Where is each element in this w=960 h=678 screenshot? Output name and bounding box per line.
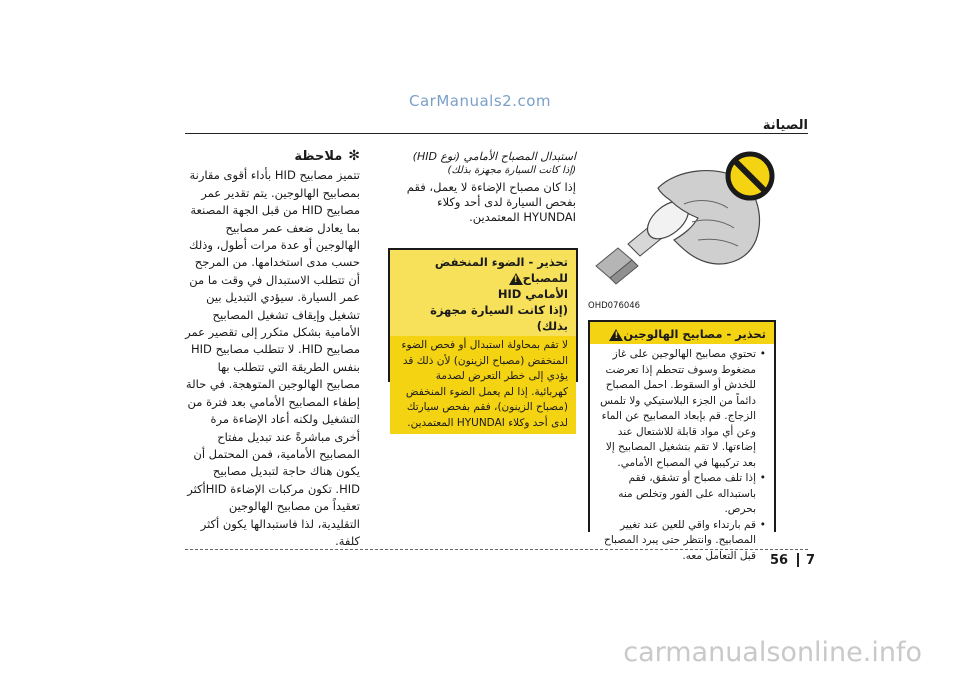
watermark-bottom: carmanualsonline.info <box>623 637 922 668</box>
warning-triangle-icon: ! <box>509 273 523 285</box>
list-item: • إذا تلف مصباح أو تشقق، فقم باستبداله على الفور وتخلص منه بحرص. <box>598 471 766 518</box>
page-separator <box>797 553 799 567</box>
halogen-warning-header <box>590 322 774 344</box>
hid-warning-title-line3: (إذا كانت السيارة مجهزة بذلك) <box>430 303 568 333</box>
hid-subtitle-equipped: (إذا كانت السيارة مجهزة بذلك) <box>447 165 576 176</box>
halogen-warning-body <box>590 344 774 567</box>
notice-title-text: ملاحظة <box>294 149 343 164</box>
hid-warning-title: تحذير - الضوء المنخفض للمصباح <box>434 255 568 285</box>
figure-code: OHD076046 <box>588 301 641 311</box>
halogen-warning-title: تحذير - مصابيح الهالوجين <box>623 327 766 341</box>
notice-title <box>185 148 360 165</box>
hid-warning-body: لا تقم بمحاولة استبدال أو فحص الضوء المنخفض (مصباح الزينون) لأن ذلك قد يؤدي إلى خطر التعرض لصدمة كهربائية. إذا لم يعمل الضوء المنخفض (مصباح الزينون)، فقم بفحص سيارتك لدى أحد وكلاء HYUNDAI المعتمدين. <box>390 336 576 434</box>
hid-body: إذا كان مصباح الإضاءة لا يعمل، فقم بفحص السيارة لدى أحد وكلاء HYUNDAI المعتمدين. <box>406 180 576 224</box>
hid-warning-header <box>390 250 576 336</box>
hand-bulb-prohibited-icon <box>588 148 776 300</box>
section-title: الصيانة <box>762 118 808 133</box>
footer-rule <box>185 549 808 550</box>
chapter-number: 7 <box>806 553 816 568</box>
notice-body: تتميز مصابيح HID بأداء أقوى مقارنة بمصابيح الهالوجين. يتم تقدير عمر مصابيح HID من قبل الجهة المصنعة بما يعادل ضعف عمر مصابيح الهالوجين أو عدة مرات أطول، وذلك حسب مدى استخدامها. من المرجح أن تتطلب الاستبدال في وقت ما من عمر السيارة. سيؤدي التبديل بين تشغيل وإيقاف تشغيل المصابيح الأمامية بشكل متكرر إلى تقصير عمر مصابيح HID. لا تتطلب مصابيح HID بنفس الطريقة التي تتطلب بها مصابيح الهالوجين المتوهجة. في حالة إطفاء المصابيح الأمامي بعد فترة من التشغيل ولكنه أعاد الإضاءة مرة أخرى مباشرةً عند تبديل مفتاح المصابيح الأمامية، فمن المحتمل أن يكون هناك حاجة لتبديل مصابيح HID. تكون مركبات الإضاءة HIDأكثر تعقيداً من مصابيح الهالوجين التقليدية، لذا فاستبدالها يكون أكثر كلفة. <box>185 168 360 548</box>
list-item: • قم بارتداء واقي للعين عند تغيير المصابيح. وانتظر حتى يبرد المصباح قبل التعامل معه. <box>598 518 766 565</box>
halogen-warning-box <box>588 320 776 562</box>
warning-triangle-icon: ! <box>609 329 623 341</box>
notice-section <box>185 148 360 550</box>
hid-warning-title-line2: الأمامي HID <box>497 287 568 301</box>
bulb-handling-illustration <box>588 148 776 300</box>
watermark-top: CarManuals2.com <box>408 92 551 110</box>
asterisk-icon: ✻ <box>348 148 360 164</box>
hid-subtitle: استبدال المصباح الأمامي (نوع HID) <box>412 150 576 163</box>
hid-replacement-section <box>390 150 576 225</box>
hid-warning-box <box>388 248 578 429</box>
list-item: • تحتوي مصابيح الهالوجين على غاز مضغوط وسوف تتحطم إذا تعرضت للخدش أو السقوط. احمل المصباح دائماً من الجزء البلاستيكي ولا تلمس الزجاج. قم بإبعاد المصابيح عن الماء وعن أي مواد قابلة للاشتعال عند إضاءتها. لا تقم بتشغيل المصابيح إلا بعد تركيبها في المصباح الأمامي. <box>598 347 766 471</box>
page-number: 56 <box>770 553 789 568</box>
header-rule <box>185 133 808 134</box>
